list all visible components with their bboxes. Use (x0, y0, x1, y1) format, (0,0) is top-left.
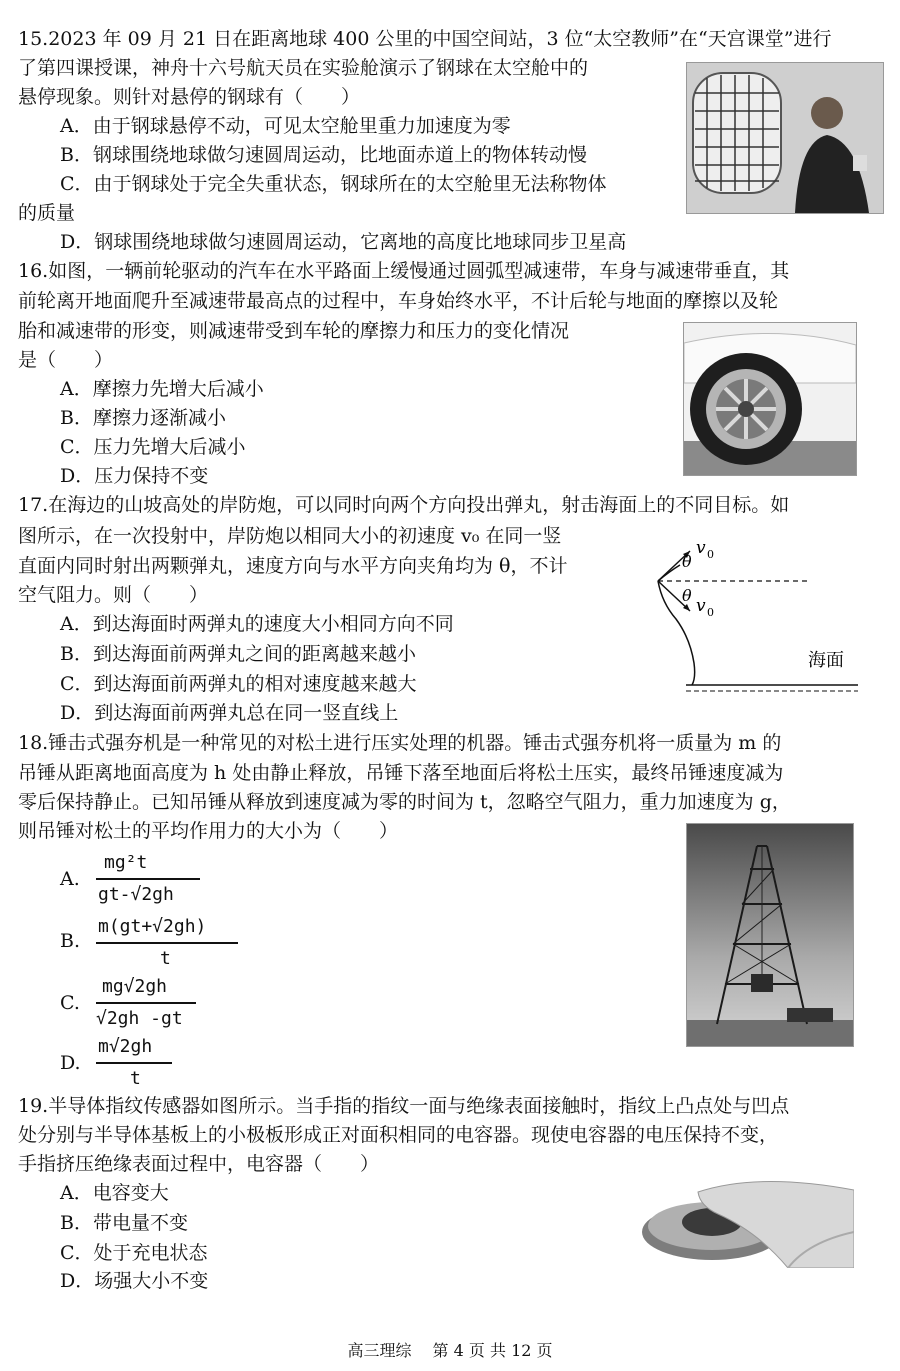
v0-lower-label: v (696, 596, 706, 616)
q15-stem-line-2: 了第四课授课，神舟十六号航天员在实验舱演示了钢球在太空舱中的 (18, 57, 589, 79)
q15-option-a: A．由于钢球悬停不动，可见太空舱里重力加速度为零 (60, 115, 511, 137)
q19-option-c: C．处于充电状态 (60, 1242, 208, 1264)
q18-stem-line-2: 吊锤从距离地面高度为 h 处由静止释放，吊锤下落至地面后将松土压实，最终吊锤速度减为 (18, 762, 784, 784)
q15-option-d: D．钢球围绕地球做匀速圆周运动，它离地的高度比地球同步卫星高 (60, 231, 627, 253)
q18-option-d-numerator: m√2gh (98, 1036, 153, 1057)
fingerprint-sensor-photo (638, 1172, 854, 1268)
q18-stem-line-1: 18.锤击式强夯机是一种常见的对松土进行压实处理的机器。锤击式强夯机将一质量为 m 的 (18, 732, 782, 754)
q15-option-c-cont: 的质量 (18, 202, 76, 224)
theta-lower-label: θ (682, 586, 692, 605)
q18-stem-line-3: 零后保持静止。已知吊锤从释放到速度减为零的时间为 t，忽略空气阻力，重力加速度为 g， (18, 791, 791, 813)
q16-stem-line-1: 16.如图，一辆前轮驱动的汽车在水平路面上缓慢通过圆弧型减速带，车身与减速带垂直，其 (18, 260, 790, 282)
q18-option-d-denominator: t (130, 1068, 141, 1089)
q17-stem-line-3: 直面内同时射出两颗弹丸，速度方向与水平方向夹角均为 θ，不计 (18, 555, 568, 577)
q17-option-c: C．到达海面前两弹丸的相对速度越来越大 (60, 673, 417, 695)
q18-option-a-denominator: gt-√2gh (98, 884, 174, 905)
q16-option-d: D．压力保持不变 (60, 465, 209, 487)
q17-option-d: D．到达海面前两弹丸总在同一竖直线上 (60, 702, 399, 724)
q16-option-b: B．摩擦力逐渐减小 (60, 407, 226, 429)
sea-label: 海面 (808, 650, 844, 671)
q19-option-a: A．电容变大 (60, 1182, 169, 1204)
q18-option-b-formula (96, 916, 246, 976)
q19-option-b: B．带电量不变 (60, 1212, 188, 1234)
v0-upper-sub: 0 (707, 548, 714, 561)
q18-option-a-numerator: mg²t (104, 852, 148, 873)
q17-stem-line-4: 空气阻力。则（ ） (18, 584, 209, 606)
car-wheel-photo (683, 322, 857, 476)
q16-option-a: A．摩擦力先增大后减小 (60, 378, 264, 400)
q18-stem-line-4: 则吊锤对松土的平均作用力的大小为（ ） (18, 820, 399, 842)
v0-upper-label: v (696, 538, 706, 558)
q16-option-c: C．压力先增大后减小 (60, 436, 246, 458)
q18-option-b-denominator: t (160, 948, 171, 969)
q18-option-c-numerator: mg√2gh (102, 976, 168, 997)
q17-stem-line-1: 17.在海边的山坡高处的岸防炮，可以同时向两个方向投出弹丸，射击海面上的不同目标。如 (18, 494, 790, 516)
q15-stem-line-1: 15.2023 年 09 月 21 日在距离地球 400 公里的中国空间站，3 位“太空教师”在“天宫课堂”进行 (18, 28, 832, 50)
q16-stem-line-2: 前轮离开地面爬升至减速带最高点的过程中，车身始终水平，不计后轮与地面的摩擦以及轮 (18, 290, 779, 312)
q19-stem-line-2: 处分别与半导体基板上的小极板形成正对面积相同的电容器。现使电容器的电压保持不变， (18, 1124, 779, 1146)
space-station-photo (686, 62, 884, 214)
q16-stem-line-4: 是（ ） (18, 349, 114, 371)
q18-option-d-fraction-bar (96, 1062, 172, 1064)
q15-option-c: C．由于钢球处于完全失重状态，钢球所在的太空舱里无法称物体 (60, 173, 607, 195)
q19-option-d: D．场强大小不变 (60, 1270, 209, 1292)
q18-option-a-fraction-bar (96, 878, 200, 880)
q18-option-a-label: A. (60, 868, 80, 890)
compactor-crane-photo (686, 823, 854, 1047)
q16-stem-line-3: 胎和减速带的形变，则减速带受到车轮的摩擦力和压力的变化情况 (18, 320, 570, 342)
q18-option-c-label: C. (60, 992, 80, 1014)
theta-upper-label: θ (682, 552, 692, 571)
q18-option-d-label: D. (60, 1052, 81, 1074)
q15-option-b: B．钢球围绕地球做匀速圆周运动，比地面赤道上的物体转动慢 (60, 144, 587, 166)
page-footer: 高三理综 第 4 页 共 12 页 (347, 1341, 553, 1360)
q19-stem-line-3: 手指挤压绝缘表面过程中，电容器（ ） (18, 1153, 380, 1175)
q17-option-b: B．到达海面前两弹丸之间的距离越来越小 (60, 643, 416, 665)
q19-stem-line-1: 19.半导体指纹传感器如图所示。当手指的指纹一面与绝缘表面接触时，指纹上凸点处与凹点 (18, 1095, 790, 1117)
q18-option-b-label: B. (60, 930, 81, 952)
q18-option-c-fraction-bar (96, 1002, 196, 1004)
q18-option-c-formula (96, 976, 206, 1036)
q17-option-a: A．到达海面时两弹丸的速度大小相同方向不同 (60, 613, 454, 635)
v0-lower-sub: 0 (707, 606, 714, 619)
coastal-gun-diagram (640, 533, 870, 698)
q18-option-c-denominator: √2gh -gt (96, 1008, 183, 1029)
q18-option-d-formula (96, 1036, 186, 1096)
q17-stem-line-2: 图所示，在一次投射中，岸防炮以相同大小的初速度 v₀ 在同一竖 (18, 525, 562, 547)
q18-option-b-fraction-bar (96, 942, 238, 944)
q18-option-a-formula (96, 852, 206, 912)
q15-stem-line-3: 悬停现象。则针对悬停的钢球有（ ） (18, 86, 361, 108)
q18-option-b-numerator: m(gt+√2gh) (98, 916, 207, 937)
